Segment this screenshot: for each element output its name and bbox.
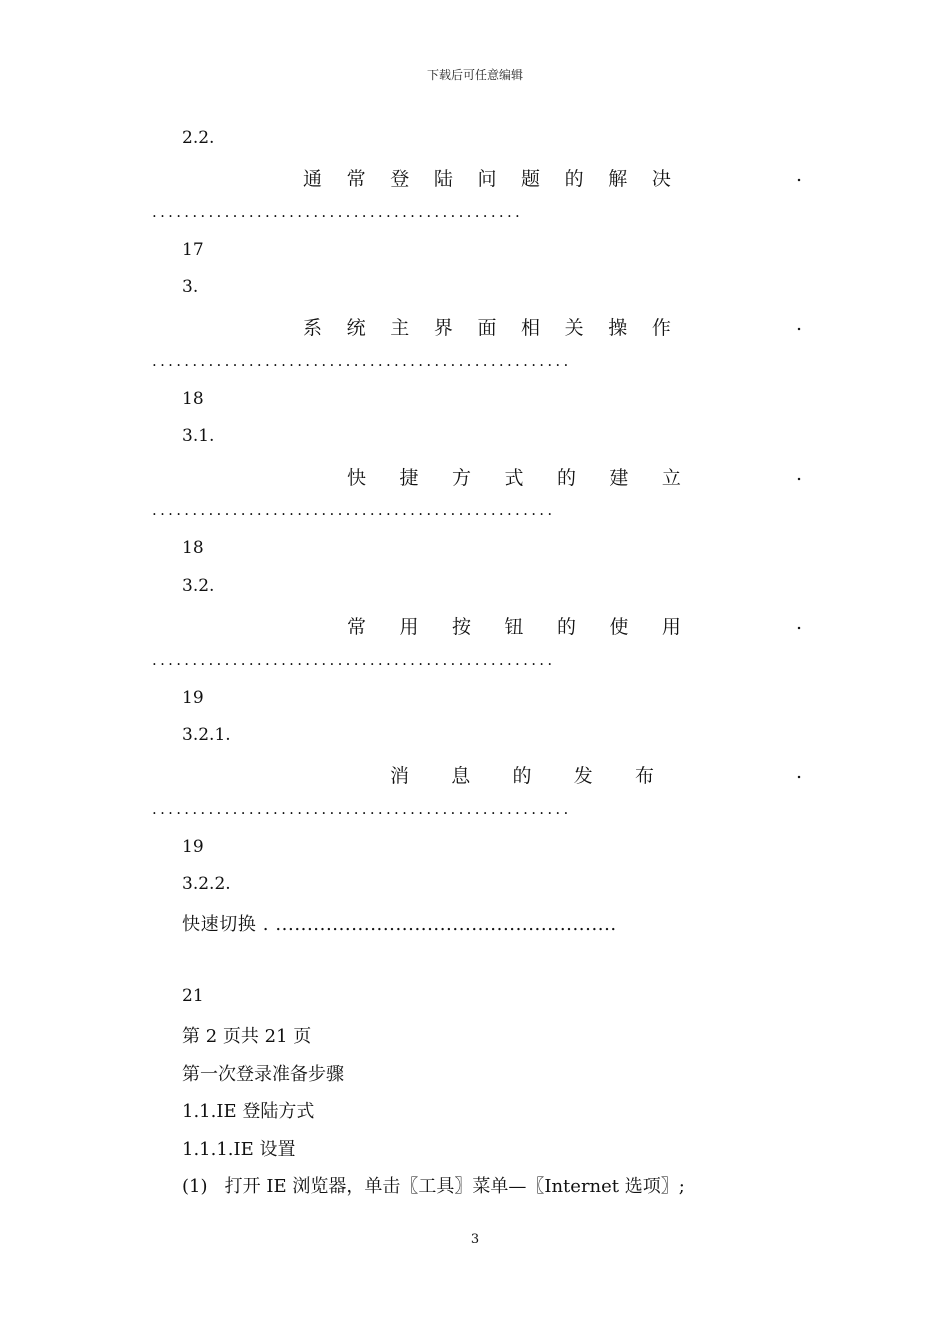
toc-page-number: 18 (182, 538, 204, 558)
toc-page-number: 21 (182, 986, 204, 1006)
toc-leader-dots: .............................................. (152, 203, 524, 221)
toc-title-char: 通 (303, 168, 323, 190)
toc-title-char: 立 (661, 467, 681, 489)
toc-title-char: 主 (390, 317, 410, 339)
toc-title-char: 使 (609, 616, 629, 638)
step-paragraph: (1) 打开 IE 浏览器，单击〖工具〗菜单—〖Internet 选项〗; (182, 1176, 685, 1197)
toc-title-char: 式 (504, 467, 524, 489)
toc-page-number: 18 (182, 389, 204, 409)
toc-title-char: 发 (573, 765, 593, 787)
toc-title-char: 用 (661, 616, 681, 638)
toc-title (390, 761, 654, 788)
toc-leader-dot: . (796, 164, 803, 186)
toc-leader-dots: .................................................. (152, 651, 556, 669)
toc-leader-dots: .................................................... (152, 352, 572, 370)
toc-number: 3.2. (182, 576, 215, 596)
toc-title-char: 布 (634, 765, 654, 787)
toc-title-char: 面 (477, 317, 497, 339)
toc-title-char: 相 (521, 317, 541, 339)
toc-title-char: 的 (556, 467, 576, 489)
toc-leader-dot: . (796, 612, 803, 634)
toc-title-char: 的 (512, 765, 532, 787)
toc-title-char: 题 (521, 168, 541, 190)
toc-leader-dot: . (796, 313, 803, 335)
section-title: 第一次登录准备步骤 (182, 1064, 344, 1085)
toc-number: 3.2.1. (182, 725, 231, 745)
subsection-title: 1.1.IE 登陆方式 (182, 1101, 315, 1122)
toc-title (347, 612, 681, 639)
toc-title-char: 消 (390, 765, 410, 787)
toc-leader-dot: . (796, 463, 803, 485)
toc-page-number: 17 (182, 240, 204, 260)
toc-title-char: 问 (477, 168, 497, 190)
toc-title-char: 统 (346, 317, 366, 339)
toc-leader-dots: .................................................... (152, 800, 572, 818)
toc-title-char: 快 (347, 467, 367, 489)
toc-title-char: 常 (347, 616, 367, 638)
toc-title-char: 的 (564, 168, 584, 190)
toc-page-number: 19 (182, 688, 204, 708)
toc-title-char: 陆 (433, 168, 453, 190)
toc-page-number: 19 (182, 837, 204, 857)
toc-title-char: 操 (608, 317, 628, 339)
toc-number: 3.1. (182, 426, 215, 446)
toc-title-char: 常 (346, 168, 366, 190)
toc-title-char: 的 (556, 616, 576, 638)
toc-title-char: 登 (390, 168, 410, 190)
toc-title-char: 界 (433, 317, 453, 339)
toc-title-char: 捷 (399, 467, 419, 489)
toc-title-char: 方 (451, 467, 471, 489)
toc-number: 2.2. (182, 128, 215, 148)
toc-title-char: 决 (651, 168, 671, 190)
toc-title-char: 系 (303, 317, 323, 339)
toc-title-char: 息 (451, 765, 471, 787)
page-info: 第 2 页共 21 页 (182, 1026, 312, 1047)
toc-entry-quick-switch: 快速切换 . ...................................................... (182, 914, 617, 935)
toc-title-char: 解 (608, 168, 628, 190)
toc-title-char: 作 (651, 317, 671, 339)
toc-leader-dots: .................................................. (152, 501, 556, 519)
toc-number: 3.2.2. (182, 874, 231, 894)
toc-title-char: 关 (564, 317, 584, 339)
page-number-footer: 3 (470, 1232, 480, 1247)
toc-title (347, 463, 681, 490)
subsubsection-title: 1.1.1.IE 设置 (182, 1139, 296, 1160)
toc-title-char: 用 (399, 616, 419, 638)
toc-leader-dot: . (796, 761, 803, 783)
page-header: 下载后可任意编辑 (426, 68, 523, 82)
toc-title-char: 建 (609, 467, 629, 489)
toc-number: 3. (182, 277, 199, 297)
toc-title (303, 164, 671, 191)
toc-title-char: 钮 (504, 616, 524, 638)
toc-title (303, 313, 671, 340)
toc-title-char: 按 (451, 616, 471, 638)
